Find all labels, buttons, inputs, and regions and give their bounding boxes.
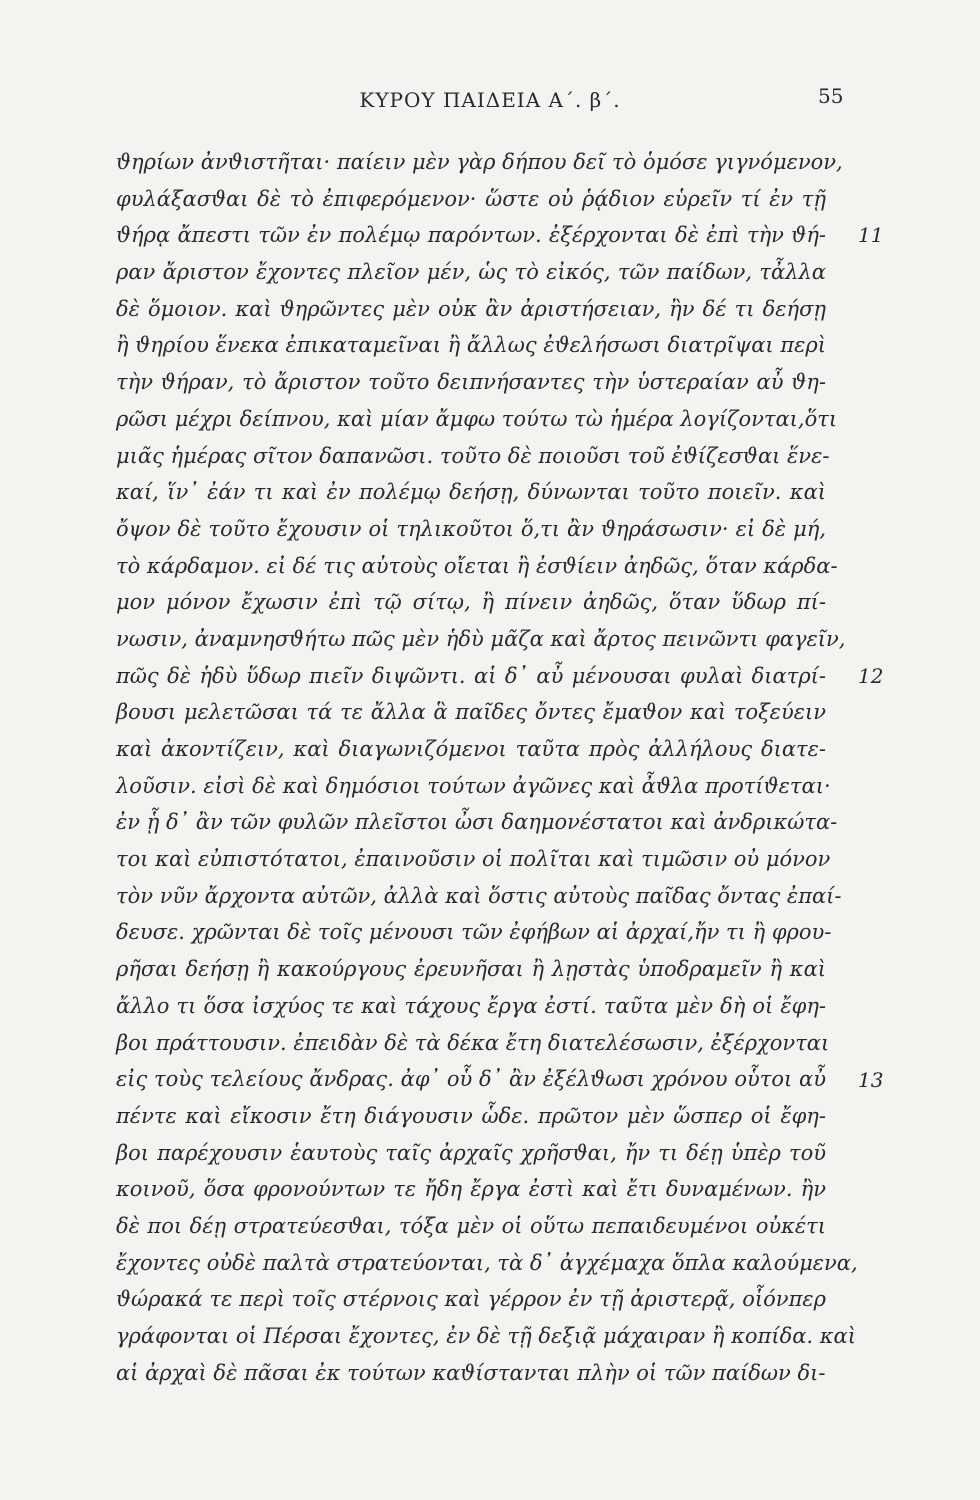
- text-line: τὸ κάρδαμον. εἰ δέ τις αὐτοὺς οἴεται ἢ ἐσϑίειν ἀηδῶς, ὅταν κάρδα-: [116, 553, 838, 578]
- text-line: τοι καὶ εὐπιστότατοι, ἐπαινοῦσιν οἱ πολῖται καὶ τιμῶσιν οὐ μόνον: [116, 847, 831, 872]
- text-line: δὲ ὅμοιον. καὶ ϑηρῶντες μὲν οὐκ ἂν ἀριστήσειαν, ἢν δέ τι δεήσῃ: [116, 296, 826, 321]
- text-line: βοι παρέχουσιν ἑαυτοὺς ταῖς ἀρχαῖς χρῆσϑαι, ἤν τι δέῃ ὑπὲρ τοῦ: [116, 1140, 826, 1165]
- text-line: δευσε. χρῶνται δὲ τοῖς μένουσι τῶν ἐφήβων αἱ ἀρχαί,ἤν τι ἢ φρου-: [116, 920, 832, 945]
- text-line: ἐν ᾗ δ᾽ ἂν τῶν φυλῶν πλεῖστοι ὦσι δαημονέστατοι καὶ ἀνδρικώτα-: [116, 810, 838, 835]
- text-line: ρῆσαι δεήσῃ ἢ κακούργους ἐρευνῆσαι ἢ λῃστὰς ὑποδραμεῖν ἢ καὶ: [116, 957, 826, 982]
- text-line: ρῶσι μέχρι δείπνου, καὶ μίαν ἄμφω τούτω τὼ ἡμέρα λογίζονται,ὅτι: [116, 406, 838, 431]
- text-line: αἱ ἀρχαὶ δὲ πᾶσαι ἐκ τούτων καϑίστανται πλὴν οἱ τῶν παίδων δι-: [116, 1360, 826, 1385]
- section-number: 12: [858, 663, 884, 688]
- running-head-title: ΚΥΡΟΥ ΠΑΙΔΕΙΑ Α΄. β΄.: [359, 88, 621, 112]
- text-line: ἢ ϑηρίου ἕνεκα ἐπικαταμεῖναι ἢ ἄλλως ἐϑελήσωσι διατρῖψαι περὶ: [116, 333, 826, 358]
- text-line: μον μόνον ἔχωσιν ἐπὶ τῷ σίτῳ, ἢ πίνειν ἀηδῶς, ὅταν ὕδωρ πί-: [116, 590, 826, 615]
- text-line: καὶ ἀκοντίζειν, καὶ διαγωνιζόμενοι ταῦτα πρὸς ἀλλήλους διατε-: [116, 737, 826, 761]
- text-line: λοῦσιν. εἰσὶ δὲ καὶ δημόσιοι τούτων ἀγῶνες καὶ ἆϑλα προτίϑεται·: [116, 773, 831, 798]
- section-number: 11: [858, 223, 884, 248]
- text-line: καί, ἵν᾽ ἐάν τι καὶ ἐν πολέμῳ δεήσῃ, δύνωνται τοῦτο ποιεῖν. καὶ: [116, 480, 826, 505]
- text-line: μιᾶς ἡμέρας σῖτον δαπανῶσι. τοῦτο δὲ ποιοῦσι τοῦ ἐϑίζεσϑαι ἕνε-: [116, 443, 830, 468]
- section-number: 13: [858, 1067, 884, 1092]
- body-text: [116, 144, 858, 1391]
- text-line: τὴν ϑήραν, τὸ ἄριστον τοῦτο δειπνήσαντες τὴν ὑστεραίαν αὖ ϑη-: [116, 370, 826, 395]
- text-line: ραν ἄριστον ἔχοντες πλεῖον μέν, ὡς τὸ εἰκός, τῶν παίδων, τἆλλα: [116, 260, 826, 285]
- text-line: ἄλλο τι ὅσα ἰσχύος τε καὶ τάχους ἔργα ἐστί. ταῦτα μὲν δὴ οἱ ἔφη-: [116, 993, 826, 1018]
- text-line: πῶς δὲ ἡδὺ ὕδωρ πιεῖν διψῶντι. αἱ δ᾽ αὖ μένουσαι φυλαὶ διατρί-: [116, 663, 826, 688]
- text-line: τὸν νῦν ἄρχοντα αὐτῶν, ἀλλὰ καὶ ὅστις αὐτοὺς παῖδας ὄντας ἐπαί-: [116, 883, 842, 908]
- text-line: φυλάξασϑαι δὲ τὸ ἐπιφερόμενον· ὥστε οὐ ῥᾴδιον εὑρεῖν τί ἐν τῇ: [116, 186, 826, 211]
- text-line: γράφονται οἱ Πέρσαι ἔχοντες, ἐν δὲ τῇ δεξιᾷ μάχαιραν ἢ κοπίδα. καὶ: [116, 1324, 856, 1348]
- text-line: βουσι μελετῶσαι τά τε ἄλλα ἃ παῖδες ὄντες ἔμαϑον καὶ τοξεύειν: [116, 700, 826, 725]
- page-number: 55: [818, 84, 844, 108]
- text-line: κοινοῦ, ὅσα φρονούντων τε ἤδη ἔργα ἐστὶ καὶ ἔτι δυναμένων. ἢν: [116, 1177, 826, 1202]
- text-line: ὄψον δὲ τοῦτο ἔχουσιν οἱ τηλικοῦτοι ὅ,τι ἂν ϑηράσωσιν· εἰ δὲ μή,: [116, 516, 826, 541]
- text-line: πέντε καὶ εἴκοσιν ἔτη διάγουσιν ὧδε. πρῶτον μὲν ὥσπερ οἱ ἔφη-: [116, 1103, 826, 1128]
- text-line: ϑηρίων ἀνϑιστῆται· παίειν μὲν γὰρ δήπου δεῖ τὸ ὁμόσε γιγνόμενον,: [116, 150, 843, 174]
- text-line: δὲ ποι δέῃ στρατεύεσϑαι, τόξα μὲν οἱ οὕτω πεπαιδευμένοι οὐκέτι: [116, 1213, 826, 1238]
- text-line: νωσιν, ἀναμνησϑήτω πῶς μὲν ἡδὺ μᾶζα καὶ ἄρτος πεινῶντι φαγεῖν,: [116, 626, 846, 651]
- text-line: βοι πράττουσιν. ἐπειδὰν δὲ τὰ δέκα ἔτη διατελέσωσιν, ἐξέρχονται: [116, 1030, 830, 1055]
- text-line: ἔχοντες οὐδὲ παλτὰ στρατεύονται, τὰ δ᾽ ἀγχέμαχα ὅπλα καλούμενα,: [116, 1250, 858, 1275]
- text-line: ϑώρακά τε περὶ τοῖς στέρνοις καὶ γέρρον ἐν τῇ ἀριστερᾷ, οἷόνπερ: [116, 1287, 826, 1312]
- text-line: ϑήρᾳ ἄπεστι τῶν ἐν πολέμῳ παρόντων. ἐξέρχονται δὲ ἐπὶ τὴν ϑή-: [116, 223, 826, 248]
- text-line: εἰς τοὺς τελείους ἄνδρας. ἀφ᾽ οὗ δ᾽ ἂν ἐξέλϑωσι χρόνου οὗτοι αὖ: [116, 1067, 826, 1092]
